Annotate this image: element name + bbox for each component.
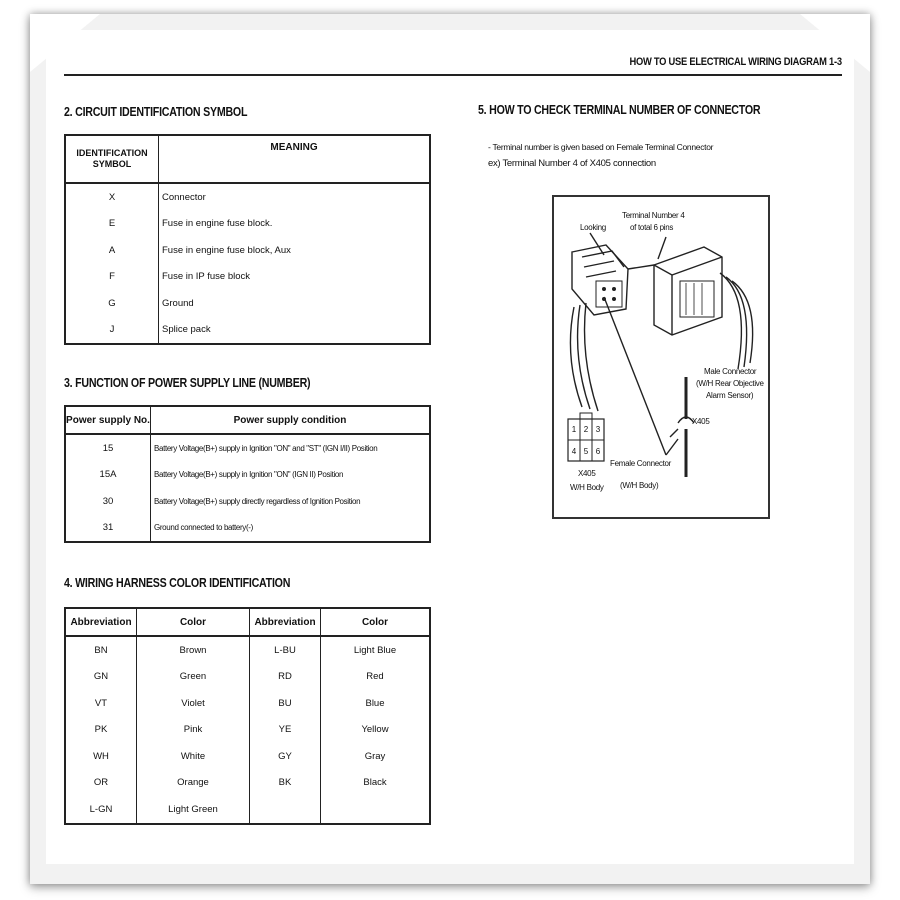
symbol-cell: E [65,211,159,238]
abbreviation-cell: L-BU [250,636,321,664]
table-row [65,664,430,691]
table-row [65,290,430,317]
symbol-cell: G [65,290,159,317]
color-cell: Gray [364,750,386,762]
symbol-cell: J [65,317,159,345]
table-header-row [65,135,430,183]
abbreviation-cell [250,796,321,824]
power-condition-cell: Ground connected to battery(-) [154,523,253,533]
label-x405-left: X405 [578,469,596,478]
color-cell: Yellow [361,724,389,736]
color-cell: Red [366,671,384,683]
table-row [65,796,430,824]
circuit-id-table [64,134,431,345]
abbreviation-cell: RD [250,664,321,691]
symbol-cell: A [65,237,159,264]
table-row [65,211,430,238]
label-terminal-total: of total 6 pins [630,223,674,232]
col-header-color-1: Color [137,608,250,636]
wiring-color-table [64,607,431,825]
table-row [65,237,430,264]
col-header-power-supply-no: Power supply No. [65,406,151,434]
power-no-cell: 15A [65,462,151,489]
abbreviation-cell: YE [250,717,321,744]
power-condition-cell: Battery Voltage(B+) supply in Ignition "ON" and "ST" (IGN I/II) Position [154,443,378,453]
abbreviation-cell: VT [65,690,137,717]
abbreviation-cell: L-GN [65,796,137,824]
pin-6: 6 [595,447,601,456]
table-row [65,743,430,770]
table-row [65,462,430,489]
section-4-title: 4. WIRING HARNESS COLOR IDENTIFICATION [64,575,291,590]
color-cell: Pink [137,717,250,744]
table-row [65,317,430,345]
table-row [65,488,430,515]
label-looking: Looking [580,223,606,232]
power-no-cell: 30 [65,488,151,515]
label-female-connector-body: (W/H Body) [620,481,659,490]
table-row [65,434,430,462]
abbreviation-cell: PK [65,717,137,744]
abbreviation-cell: GY [250,743,321,770]
abbreviation-cell: BU [250,690,321,717]
header-rule [64,74,842,76]
power-no-cell: 31 [65,515,151,543]
meaning-cell: Fuse in engine fuse block. [162,218,273,230]
col-header-id-symbol: IDENTIFICATION SYMBOL [65,135,159,183]
table-row [65,183,430,211]
col-header-color-2: Color [321,608,431,636]
pin-5: 5 [583,447,589,456]
meaning-cell: Fuse in IP fuse block [162,271,251,283]
table-row [65,515,430,543]
pin-1: 1 [571,425,577,434]
color-cell: Light Green [137,796,250,824]
meaning-cell: Connector [162,191,206,203]
color-cell: Black [363,777,387,789]
meaning-cell: Splice pack [162,324,211,336]
color-cell: Violet [137,690,250,717]
abbreviation-cell: WH [65,743,137,770]
color-cell: Orange [137,770,250,797]
terminal-note: - Terminal number is given based on Female Terminal Connector [488,142,714,152]
table-row [65,770,430,797]
abbreviation-cell: OR [65,770,137,797]
col-header-power-supply-condition: Power supply condition [151,406,431,434]
color-cell: Blue [365,697,385,709]
page-header [64,56,842,76]
section-2-title: 2. CIRCUIT IDENTIFICATION SYMBOL [64,104,248,119]
terminal-example: ex) Terminal Number 4 of X405 connection [488,158,656,169]
label-wh-body: W/H Body [570,483,604,492]
power-condition-cell: Battery Voltage(B+) supply in Ignition "ON" (IGN II) Position [154,470,344,480]
header-title: HOW TO USE ELECTRICAL WIRING DIAGRAM 1-3 [629,56,842,68]
pin-4: 4 [571,447,577,456]
table-header-row [65,406,430,434]
label-male-connector-sensor: Alarm Sensor) [706,391,754,400]
pin-2: 2 [583,425,589,434]
left-wire-bundle [570,307,582,407]
color-cell [321,796,431,824]
label-male-connector: Male Connector [704,367,757,376]
color-cell: White [137,743,250,770]
section-5-title: 5. HOW TO CHECK TERMINAL NUMBER OF CONNECTOR [478,102,761,117]
section-3-title: 3. FUNCTION OF POWER SUPPLY LINE (NUMBER) [64,375,311,390]
symbol-cell: X [65,183,159,211]
color-cell: Light Blue [353,644,397,656]
col-header-abbreviation-2: Abbreviation [250,608,321,636]
table-row [65,690,430,717]
meaning-cell: Ground [162,297,194,309]
col-header-meaning: MEANING [159,135,431,183]
power-supply-table [64,405,431,543]
table-header-row [65,608,430,636]
label-female-connector: Female Connector [610,459,672,468]
color-cell: Brown [137,636,250,664]
label-x405-right: X405 [692,417,710,426]
abbreviation-cell: BN [65,636,137,664]
female-connector-body [572,245,628,315]
abbreviation-cell: BK [250,770,321,797]
table-row [65,636,430,664]
symbol-cell: F [65,264,159,291]
abbreviation-cell: GN [65,664,137,691]
table-row [65,717,430,744]
color-cell: Green [137,664,250,691]
label-terminal-number: Terminal Number 4 [622,211,685,220]
col-header-abbreviation-1: Abbreviation [65,608,137,636]
power-no-cell: 15 [65,434,151,462]
power-condition-cell: Battery Voltage(B+) supply directly regardless of Ignition Position [154,496,361,506]
connector-diagram [552,195,770,519]
label-male-connector-harness: (W/H Rear Objective [696,379,764,388]
table-row [65,264,430,291]
pin-3: 3 [595,425,601,434]
meaning-cell: Fuse in engine fuse block, Aux [162,244,291,256]
